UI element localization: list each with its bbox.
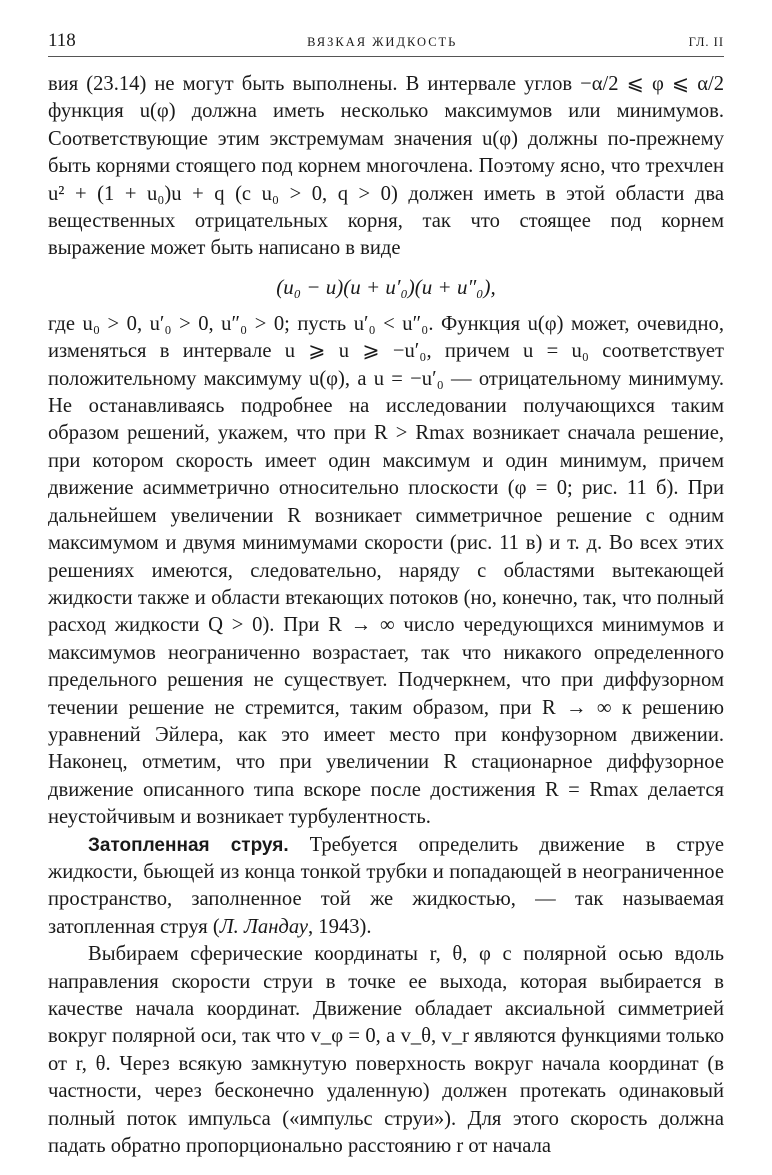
paragraph-4: Выбираем сферические координаты r, θ, φ с полярной осью вдоль направления скорости струи в точке ее выхода, которая выбирается в качестве начала координат. Движение обладает аксиальной симметрией вокруг полярной оси, так что v_φ = 0, а v_θ, v_r являются функциями только от r, θ. Через всякую замкнутую поверхность вокруг начала координат (в частности, через бесконечно удаленную) должен протекать одинаковый полный поток импульса («импульс струи»). Для этого скорость должна падать обратно пропорционально расстоянию r от начала [48,943,724,1158]
paragraph-1: вия (23.14) не могут быть выполнены. В интервале углов −α/2 ⩽ φ ⩽ α/2 функция u(φ) должна иметь несколько максимумов или минимумов. Соответствующие этим экстремумам значения u(φ) должны по-прежнему быть корнями стоящего под корнем многочлена. Поэтому ясно, что трехчлен u² + (1 + u₀)u + q (с u₀ > 0, q > 0) должен иметь в этой области два вещественных отрицательных корня, так что стоящее под корнем выражение может быть написано в виде [48,73,724,260]
paragraph-3 [48,832,724,942]
paragraph-3-end: , 1943). [308,915,372,938]
book-page [48,30,724,1160]
page-header [48,30,724,57]
display-formula: (u₀ − u)(u + u′₀)(u + u″₀), [276,274,496,299]
section-heading: Затопленная струя. [88,834,289,856]
paragraph-2: где u₀ > 0, u′₀ > 0, u″₀ > 0; пусть u′₀ < u″₀. Функция u(φ) может, очевидно, изменяться в интервале u ⩾ u ⩾ −u′₀, причем u = u₀ соответствует положительному максимуму u(φ), а u = −u′₀ — отрицательному минимуму. Не останавливаясь подробнее на исследовании получающихся таким образом решений, укажем, что при R > Rmax возникает сначала решение, при котором скорость имеет один максимум и один минимум, причем движение асимметрично относительно плоскости (φ = 0; рис. 11 б). При дальнейшем увеличении R возникает симметричное решение с одним максимумом и двумя минимумами скорости (рис. 11 в) и т. д. Во всех этих решениях имеются, следовательно, наряду с областями вытекающей жидкости также и области втекающих потоков (но, конечно, так, что полный расход жидкости Q > 0). При R → ∞ число чередующихся минимумов и максимумов неограниченно возрастает, так что никакого определенного предельного решения не существует. Подчеркнем, что при диффузорном течении решение не стремится, таким образом, при R → ∞ к решению уравнений Эйлера, как это имеет место при конфузорном движении. Наконец, отметим, что при увеличении R стационарное диффузорное движение описанного типа вскоре после достижения R = Rmax делается неустойчивым и возникает турбулентность. [48,312,724,829]
paragraph-3-text: Требуется определить движение в струе жидкости, бьющей из конца тонкой трубки и попадающей в неограниченное пространство, заполненное той же жидкостью, — так называемая затопленная струя ( [48,833,724,938]
citation-author: Л. Ландау [219,915,308,938]
page-number: 118 [48,30,76,51]
chapter-label: ГЛ. II [688,35,724,49]
running-title: ВЯЗКАЯ ЖИДКОСТЬ [307,35,458,49]
